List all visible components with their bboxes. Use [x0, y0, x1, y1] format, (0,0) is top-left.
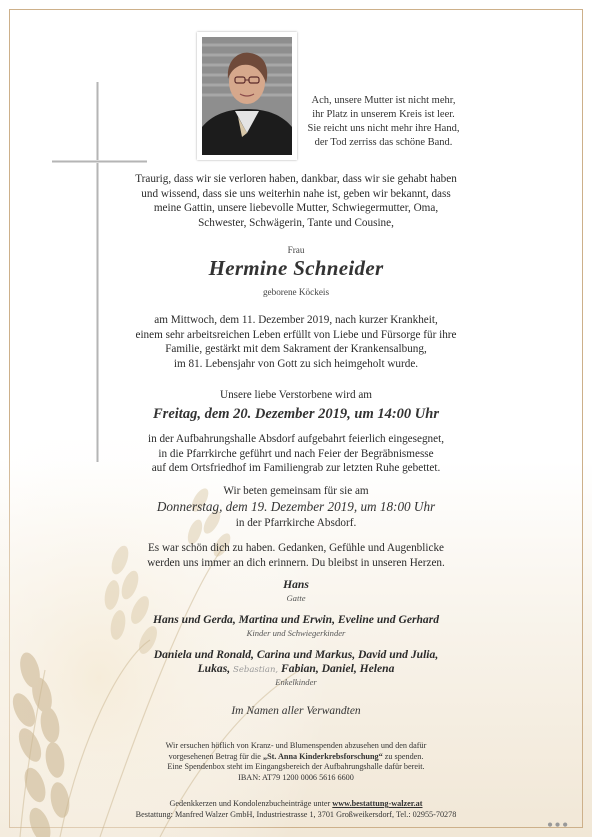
footer [0, 799, 592, 820]
prayer-date: Donnerstag, dem 19. Dezember 2019, um 18:00 Uhr [156, 499, 436, 514]
intro-line: und wissend, dass sie uns weiterhin nahe ist, geben wir bekannt, dass [141, 187, 451, 200]
website-link[interactable]: www.bestattung-walzer.at [332, 799, 423, 808]
memory-line: Es war schön dich zu haben. Gedanken, Gefühle und Augenblicke [147, 542, 445, 554]
funeral-line: auf dem Ortsfriedhof im Familiengrab zur letzten Ruhe gebettet. [151, 462, 441, 475]
grandchild-sebastian: Sebastian, [233, 665, 279, 675]
intro-line: meine Gattin, unsere liebevolle Mutter, Schwiegermutter, Oma, [153, 202, 439, 215]
poem [296, 94, 471, 150]
spouse-name: Hans [283, 578, 309, 591]
grandchildren-line: Daniela und Ronald, Carina und Markus, David und Julia, [153, 648, 439, 661]
funeral-line: in der Aufbahrungshalle Absdorf aufgebahrt feierlich eingesegnet, [147, 433, 445, 445]
grandchild-rest: Fabian, Daniel, Helena [281, 662, 395, 675]
portrait-image-icon [202, 37, 292, 155]
poem-line: der Tod zerriss das schöne Band. [314, 137, 453, 148]
intro-text [0, 172, 592, 230]
poem-line: Ach, unsere Mutter ist nicht mehr, [311, 95, 456, 106]
footer-line: Gedenkkerzen und Kondolenzbucheinträge unter www.bestattung-walzer.at [169, 799, 423, 808]
portrait-photo [197, 32, 297, 160]
spouse-relation: Gatte [286, 593, 306, 603]
footer-address: Bestattung: Manfred Walzer GmbH, Industriestrasse 1, 3701 Großweikersdorf, Tel.: 02955-70278 [135, 809, 457, 819]
prayer-place: in der Pfarrkirche Absdorf. [235, 517, 357, 529]
funeral-date: Freitag, dem 20. Dezember 2019, um 14:00 Uhr [153, 406, 439, 422]
iban: IBAN: AT79 1200 0006 5616 6600 [238, 772, 354, 782]
grandchildren-relation: Enkelkinder [275, 677, 317, 687]
birth-name: geborene Köckeis [262, 287, 330, 297]
closing-line: Im Namen aller Verwandten [231, 705, 361, 717]
poem-line: Sie reicht uns nicht mehr ihre Hand, [307, 123, 460, 134]
deceased-name: Hermine Schneider [208, 256, 384, 280]
grandchild-lukas: Lukas, [197, 662, 231, 675]
prayer-intro: Wir beten gemeinsam für sie am [223, 485, 369, 497]
death-line: einem sehr arbeitsreichen Leben erfüllt von Liebe und Fürsorge für ihre [135, 328, 457, 341]
publisher-logo-icon: ● ● ● [547, 822, 568, 828]
death-line: am Mittwoch, dem 11. Dezember 2019, nach kurzer Krankheit, [154, 314, 438, 326]
children-names: Hans und Gerda, Martina und Erwin, Eveline und Gerhard [152, 613, 440, 626]
donation-line: vorgesehenen Betrag für die „St. Anna Kinderkrebsforschung“ zu spenden. [168, 751, 424, 761]
intro-line: Traurig, dass wir sie verloren haben, dankbar, dass wir sie gehabt haben [135, 173, 457, 185]
salutation: Frau [287, 245, 305, 255]
death-line: im 81. Lebensjahr von Gott zu sich heimgeholt wurde. [173, 357, 419, 370]
grandchildren-names [0, 648, 592, 677]
death-text [0, 313, 592, 371]
death-line: Familie, gestärkt mit dem Sakrament der Krankensalbung, [165, 343, 427, 356]
grandchildren-line-2 [0, 662, 592, 677]
funeral-line: in die Pfarrkirche geführt und nach Feier der Begräbnismesse [158, 447, 434, 460]
charity-name: „St. Anna Kinderkrebsforschung“ [263, 751, 383, 761]
donation-note [0, 741, 592, 783]
donation-line: Eine Spendenbox steht im Eingangsbereich der Aufbahrungshalle dafür bereit. [167, 762, 425, 772]
funeral-intro: Unsere liebe Verstorbene wird am [219, 389, 372, 401]
intro-line: Schwester, Schwägerin, Tante und Cousine, [198, 216, 394, 229]
memory-line: werden uns immer an dich erinnern. Du bleibst in unseren Herzen. [147, 556, 445, 569]
funeral-text [0, 432, 592, 476]
children-relation: Kinder und Schwiegerkinder [246, 628, 346, 638]
donation-line: Wir ersuchen höflich von Kranz- und Blumenspenden abzusehen und den dafür [165, 741, 427, 750]
memory-text [0, 541, 592, 570]
poem-line: ihr Platz in unserem Kreis ist leer. [312, 109, 455, 120]
